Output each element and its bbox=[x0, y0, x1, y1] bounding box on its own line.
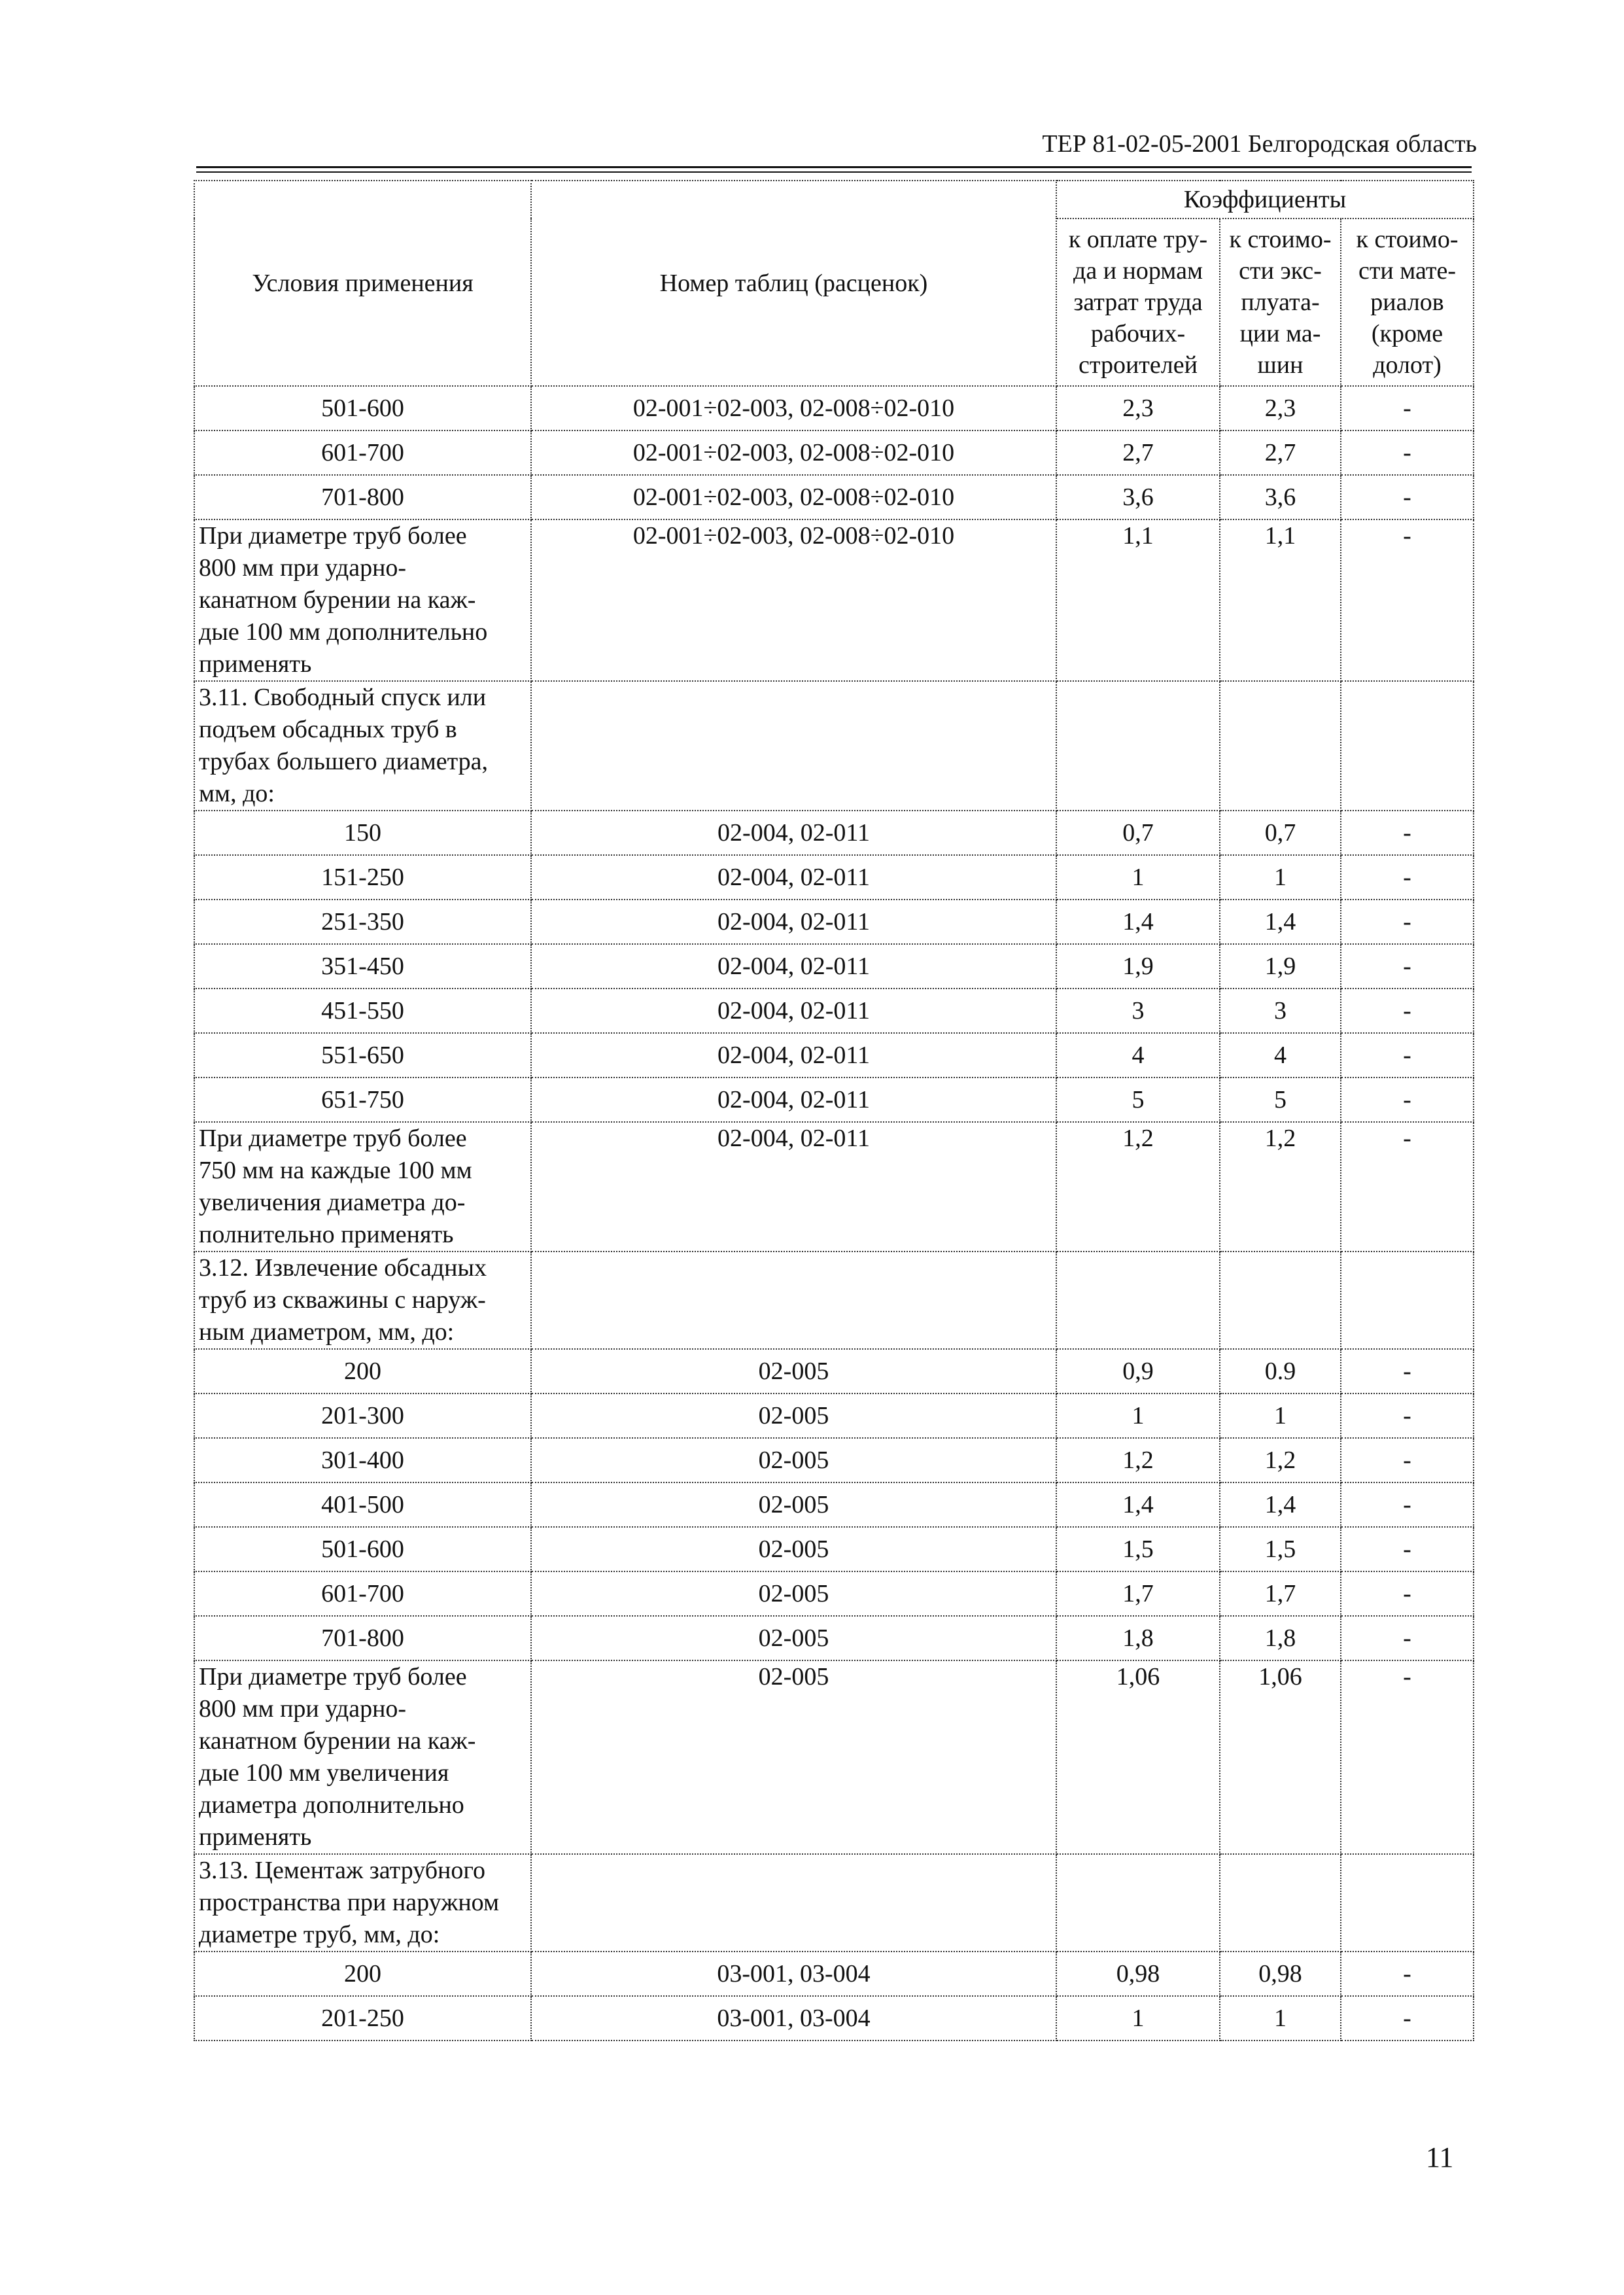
cell-condition bbox=[194, 475, 531, 519]
condition-line: пространства при наружном bbox=[199, 1889, 499, 1916]
condition-line: 451-550 bbox=[321, 996, 404, 1025]
cell-table-numbers: 02-004, 02-011 bbox=[531, 1077, 1056, 1122]
header-line: рабочих- bbox=[1090, 320, 1186, 347]
cell-machines-coef: 1,1 bbox=[1220, 519, 1341, 681]
cell-labor-coef: 3,6 bbox=[1056, 475, 1220, 519]
condition-line: 501-600 bbox=[321, 1535, 404, 1563]
cell-table-numbers: 02-005 bbox=[531, 1527, 1056, 1571]
table-row bbox=[194, 944, 1474, 989]
condition-line: применять bbox=[199, 650, 312, 678]
table-row bbox=[194, 900, 1474, 944]
condition-line: полнительно применять bbox=[199, 1221, 454, 1248]
cell-table-numbers: 02-005 bbox=[531, 1349, 1056, 1393]
cell-table-numbers: 02-005 bbox=[531, 1616, 1056, 1660]
table-row bbox=[194, 989, 1474, 1033]
cell-table-numbers: 02-001÷02-003, 02-008÷02-010 bbox=[531, 475, 1056, 519]
cell-table-numbers: 02-001÷02-003, 02-008÷02-010 bbox=[531, 519, 1056, 681]
condition-line: 301-400 bbox=[321, 1446, 404, 1474]
cell-machines-coef: 0,98 bbox=[1220, 1952, 1341, 1996]
cell-materials-coef: - bbox=[1341, 855, 1474, 900]
cell-table-numbers bbox=[531, 681, 1056, 811]
condition-line: трубах большего диаметра, bbox=[199, 748, 489, 775]
cell-machines-coef bbox=[1220, 1854, 1341, 1952]
condition-line: 601-700 bbox=[321, 1579, 404, 1607]
cell-table-numbers: 02-004, 02-011 bbox=[531, 1033, 1056, 1077]
cell-materials-coef: - bbox=[1341, 430, 1474, 475]
table-row bbox=[194, 1252, 1474, 1349]
cell-materials-coef: - bbox=[1341, 1438, 1474, 1482]
cell-machines-coef: 1 bbox=[1220, 1393, 1341, 1438]
cell-condition bbox=[194, 1571, 531, 1616]
header-rule bbox=[196, 166, 1472, 168]
condition-line: 3.12. Извлечение обсадных bbox=[199, 1254, 487, 1282]
page-number: 11 bbox=[1426, 2141, 1454, 2173]
table-row bbox=[194, 1952, 1474, 1996]
table-body bbox=[194, 386, 1474, 2041]
cell-condition bbox=[194, 1393, 531, 1438]
condition-line: 651-750 bbox=[321, 1085, 404, 1113]
header-line: к оплате тру- bbox=[1068, 226, 1208, 253]
cell-labor-coef: 2,7 bbox=[1056, 430, 1220, 475]
cell-table-numbers: 02-004, 02-011 bbox=[531, 855, 1056, 900]
table-row bbox=[194, 681, 1474, 811]
cell-condition bbox=[194, 519, 531, 681]
cell-materials-coef bbox=[1341, 1252, 1474, 1349]
cell-labor-coef: 1,8 bbox=[1056, 1616, 1220, 1660]
condition-line: 351-450 bbox=[321, 952, 404, 980]
condition-line: 200 bbox=[344, 1357, 381, 1385]
cell-table-numbers: 02-004, 02-011 bbox=[531, 1122, 1056, 1252]
header-line: (кроме bbox=[1371, 320, 1443, 347]
table-row bbox=[194, 1033, 1474, 1077]
cell-table-numbers: 02-004, 02-011 bbox=[531, 944, 1056, 989]
condition-line: 201-250 bbox=[321, 2004, 404, 2032]
cell-materials-coef: - bbox=[1341, 989, 1474, 1033]
table-row bbox=[194, 1393, 1474, 1438]
header-line: затрат труда bbox=[1073, 289, 1203, 316]
table-row bbox=[194, 1571, 1474, 1616]
cell-labor-coef: 1 bbox=[1056, 855, 1220, 900]
cell-condition bbox=[194, 989, 531, 1033]
cell-machines-coef: 5 bbox=[1220, 1077, 1341, 1122]
cell-materials-coef: - bbox=[1341, 386, 1474, 430]
cell-materials-coef: - bbox=[1341, 1033, 1474, 1077]
table-row bbox=[194, 1854, 1474, 1952]
cell-condition bbox=[194, 1660, 531, 1854]
condition-line: ным диаметром, мм, до: bbox=[199, 1318, 455, 1346]
cell-condition bbox=[194, 1996, 531, 2041]
cell-condition bbox=[194, 1349, 531, 1393]
cell-machines-coef: 1,2 bbox=[1220, 1122, 1341, 1252]
cell-materials-coef: - bbox=[1341, 519, 1474, 681]
cell-labor-coef: 1,1 bbox=[1056, 519, 1220, 681]
cell-machines-coef bbox=[1220, 1252, 1341, 1349]
header-line: к стоимо- bbox=[1229, 226, 1332, 253]
table-row bbox=[194, 1482, 1474, 1527]
cell-machines-coef: 2,3 bbox=[1220, 386, 1341, 430]
cell-table-numbers: 02-005 bbox=[531, 1660, 1056, 1854]
condition-line: 150 bbox=[344, 818, 381, 847]
cell-machines-coef: 0,7 bbox=[1220, 811, 1341, 855]
cell-labor-coef: 1,06 bbox=[1056, 1660, 1220, 1854]
cell-machines-coef: 1,9 bbox=[1220, 944, 1341, 989]
cell-labor-coef: 1,9 bbox=[1056, 944, 1220, 989]
table-row bbox=[194, 1996, 1474, 2041]
cell-condition bbox=[194, 1616, 531, 1660]
cell-materials-coef: - bbox=[1341, 1077, 1474, 1122]
condition-line: 750 мм на каждые 100 мм bbox=[199, 1157, 472, 1184]
header-line: риалов bbox=[1370, 289, 1444, 316]
header-line: шин bbox=[1257, 351, 1304, 379]
labor-header-lines bbox=[1061, 224, 1215, 381]
header-line: да и нормам bbox=[1073, 257, 1203, 285]
col-header-materials bbox=[1341, 219, 1474, 386]
cell-table-numbers: 02-005 bbox=[531, 1438, 1056, 1482]
cell-condition bbox=[194, 1438, 531, 1482]
condition-line: 151-250 bbox=[321, 863, 404, 891]
cell-labor-coef: 1 bbox=[1056, 1393, 1220, 1438]
condition-line: увеличения диаметра до- bbox=[199, 1189, 466, 1216]
table-row bbox=[194, 855, 1474, 900]
cell-materials-coef: - bbox=[1341, 1349, 1474, 1393]
cell-table-numbers: 02-004, 02-011 bbox=[531, 989, 1056, 1033]
header-line: плуата- bbox=[1241, 289, 1320, 316]
condition-line: 601-700 bbox=[321, 438, 404, 466]
condition-line: 201-300 bbox=[321, 1401, 404, 1429]
cell-labor-coef: 1,5 bbox=[1056, 1527, 1220, 1571]
condition-line: диаметре труб, мм, до: bbox=[199, 1921, 440, 1948]
materials-header-lines bbox=[1345, 224, 1469, 381]
cell-table-numbers: 02-004, 02-011 bbox=[531, 900, 1056, 944]
cell-labor-coef bbox=[1056, 1854, 1220, 1952]
cell-table-numbers: 02-001÷02-003, 02-008÷02-010 bbox=[531, 386, 1056, 430]
condition-line: труб из скважины с наруж- bbox=[199, 1286, 486, 1314]
cell-table-numbers: 02-005 bbox=[531, 1482, 1056, 1527]
cell-labor-coef bbox=[1056, 1252, 1220, 1349]
cell-materials-coef: - bbox=[1341, 1393, 1474, 1438]
cell-labor-coef: 4 bbox=[1056, 1033, 1220, 1077]
cell-materials-coef: - bbox=[1341, 1482, 1474, 1527]
condition-line: 200 bbox=[344, 1959, 381, 1988]
cell-materials-coef bbox=[1341, 1854, 1474, 1952]
cell-condition bbox=[194, 681, 531, 811]
cell-machines-coef: 0.9 bbox=[1220, 1349, 1341, 1393]
cell-condition bbox=[194, 1527, 531, 1571]
col-header-labor bbox=[1056, 219, 1220, 386]
table-row bbox=[194, 1438, 1474, 1482]
cell-condition bbox=[194, 430, 531, 475]
cell-condition bbox=[194, 1033, 531, 1077]
condition-line: канатном бурении на каж- bbox=[199, 1727, 476, 1755]
condition-line: мм, до: bbox=[199, 780, 275, 807]
header-line: сти экс- bbox=[1239, 257, 1322, 285]
cell-table-numbers bbox=[531, 1854, 1056, 1952]
cell-table-numbers: 03-001, 03-004 bbox=[531, 1996, 1056, 2041]
cell-table-numbers: 03-001, 03-004 bbox=[531, 1952, 1056, 1996]
cell-materials-coef: - bbox=[1341, 944, 1474, 989]
table-row bbox=[194, 430, 1474, 475]
cell-labor-coef: 5 bbox=[1056, 1077, 1220, 1122]
table-row bbox=[194, 1527, 1474, 1571]
condition-line: применять bbox=[199, 1823, 312, 1851]
table-row bbox=[194, 1349, 1474, 1393]
cell-machines-coef: 1 bbox=[1220, 855, 1341, 900]
cell-condition bbox=[194, 1482, 531, 1527]
table-row bbox=[194, 1122, 1474, 1252]
cell-labor-coef: 2,3 bbox=[1056, 386, 1220, 430]
document-header: ТЕР 81-02-05-2001 Белгородская область bbox=[1042, 130, 1477, 158]
cell-labor-coef: 0,9 bbox=[1056, 1349, 1220, 1393]
cell-condition bbox=[194, 811, 531, 855]
condition-line: диаметра дополнительно bbox=[199, 1791, 464, 1819]
condition-line: При диаметре труб более bbox=[199, 1663, 467, 1691]
condition-line: 401-500 bbox=[321, 1490, 404, 1518]
cell-materials-coef: - bbox=[1341, 1571, 1474, 1616]
table-row bbox=[194, 811, 1474, 855]
condition-line: 701-800 bbox=[321, 1624, 404, 1652]
condition-line: 3.13. Цементаж затрубного bbox=[199, 1857, 486, 1884]
cell-labor-coef: 0,98 bbox=[1056, 1952, 1220, 1996]
condition-line: 551-650 bbox=[321, 1041, 404, 1069]
cell-machines-coef: 4 bbox=[1220, 1033, 1341, 1077]
cell-machines-coef: 1,4 bbox=[1220, 900, 1341, 944]
header-rule-secondary bbox=[196, 171, 1472, 173]
cell-table-numbers: 02-005 bbox=[531, 1571, 1056, 1616]
condition-line: При диаметре труб более bbox=[199, 522, 467, 550]
cell-materials-coef: - bbox=[1341, 1527, 1474, 1571]
cell-materials-coef: - bbox=[1341, 475, 1474, 519]
table-row bbox=[194, 519, 1474, 681]
cell-table-numbers: 02-005 bbox=[531, 1393, 1056, 1438]
cell-machines-coef: 3 bbox=[1220, 989, 1341, 1033]
cell-machines-coef: 2,7 bbox=[1220, 430, 1341, 475]
table-row bbox=[194, 386, 1474, 430]
col-header-machines bbox=[1220, 219, 1341, 386]
cell-labor-coef: 1 bbox=[1056, 1996, 1220, 2041]
cell-condition bbox=[194, 1252, 531, 1349]
cell-condition bbox=[194, 855, 531, 900]
cell-labor-coef: 1,7 bbox=[1056, 1571, 1220, 1616]
table-row bbox=[194, 475, 1474, 519]
cell-condition bbox=[194, 1122, 531, 1252]
condition-line: 251-350 bbox=[321, 907, 404, 936]
cell-materials-coef: - bbox=[1341, 900, 1474, 944]
col-header-coefficients: Коэффициенты bbox=[1056, 181, 1474, 219]
machines-header-lines bbox=[1224, 224, 1336, 381]
cell-materials-coef: - bbox=[1341, 811, 1474, 855]
cell-machines-coef: 1,7 bbox=[1220, 1571, 1341, 1616]
condition-line: дые 100 мм дополнительно bbox=[199, 618, 488, 646]
cell-condition bbox=[194, 1854, 531, 1952]
cell-materials-coef: - bbox=[1341, 1996, 1474, 2041]
condition-line: дые 100 мм увеличения bbox=[199, 1759, 449, 1787]
condition-line: 3.11. Свободный спуск или bbox=[199, 684, 487, 711]
cell-labor-coef: 0,7 bbox=[1056, 811, 1220, 855]
table-row bbox=[194, 1616, 1474, 1660]
cell-materials-coef: - bbox=[1341, 1616, 1474, 1660]
cell-materials-coef: - bbox=[1341, 1660, 1474, 1854]
header-line: долот) bbox=[1373, 351, 1442, 379]
cell-condition bbox=[194, 386, 531, 430]
header-line: к стоимо- bbox=[1356, 226, 1459, 253]
cell-materials-coef: - bbox=[1341, 1952, 1474, 1996]
cell-labor-coef: 1,2 bbox=[1056, 1438, 1220, 1482]
condition-line: подъем обсадных труб в bbox=[199, 716, 457, 743]
table-row bbox=[194, 1660, 1474, 1854]
table-row bbox=[194, 1077, 1474, 1122]
cell-labor-coef: 1,2 bbox=[1056, 1122, 1220, 1252]
cell-labor-coef: 1,4 bbox=[1056, 1482, 1220, 1527]
condition-line: 501-600 bbox=[321, 394, 404, 422]
cell-labor-coef: 3 bbox=[1056, 989, 1220, 1033]
cell-machines-coef: 3,6 bbox=[1220, 475, 1341, 519]
condition-line: 800 мм при ударно- bbox=[199, 1695, 407, 1723]
condition-line: При диаметре труб более bbox=[199, 1125, 467, 1152]
cell-machines-coef: 1 bbox=[1220, 1996, 1341, 2041]
condition-line: 800 мм при ударно- bbox=[199, 554, 407, 582]
cell-condition bbox=[194, 1077, 531, 1122]
condition-line: канатном бурении на каж- bbox=[199, 586, 476, 614]
cell-condition bbox=[194, 944, 531, 989]
cell-table-numbers bbox=[531, 1252, 1056, 1349]
col-header-table-numbers: Номер таблиц (расценок) bbox=[531, 181, 1056, 386]
cell-machines-coef bbox=[1220, 681, 1341, 811]
cell-table-numbers: 02-001÷02-003, 02-008÷02-010 bbox=[531, 430, 1056, 475]
cell-machines-coef: 1,4 bbox=[1220, 1482, 1341, 1527]
cell-machines-coef: 1,5 bbox=[1220, 1527, 1341, 1571]
cell-labor-coef: 1,4 bbox=[1056, 900, 1220, 944]
cell-machines-coef: 1,06 bbox=[1220, 1660, 1341, 1854]
cell-condition bbox=[194, 900, 531, 944]
coefficients-table bbox=[194, 180, 1474, 2041]
cell-condition bbox=[194, 1952, 531, 1996]
cell-table-numbers: 02-004, 02-011 bbox=[531, 811, 1056, 855]
condition-line: 701-800 bbox=[321, 483, 404, 511]
cell-labor-coef bbox=[1056, 681, 1220, 811]
header-line: сти мате- bbox=[1358, 257, 1457, 285]
header-line: ции ма- bbox=[1239, 320, 1321, 347]
cell-materials-coef bbox=[1341, 681, 1474, 811]
col-header-conditions: Условия применения bbox=[194, 181, 531, 386]
cell-machines-coef: 1,8 bbox=[1220, 1616, 1341, 1660]
header-line: строителей bbox=[1079, 351, 1198, 379]
cell-materials-coef: - bbox=[1341, 1122, 1474, 1252]
cell-machines-coef: 1,2 bbox=[1220, 1438, 1341, 1482]
